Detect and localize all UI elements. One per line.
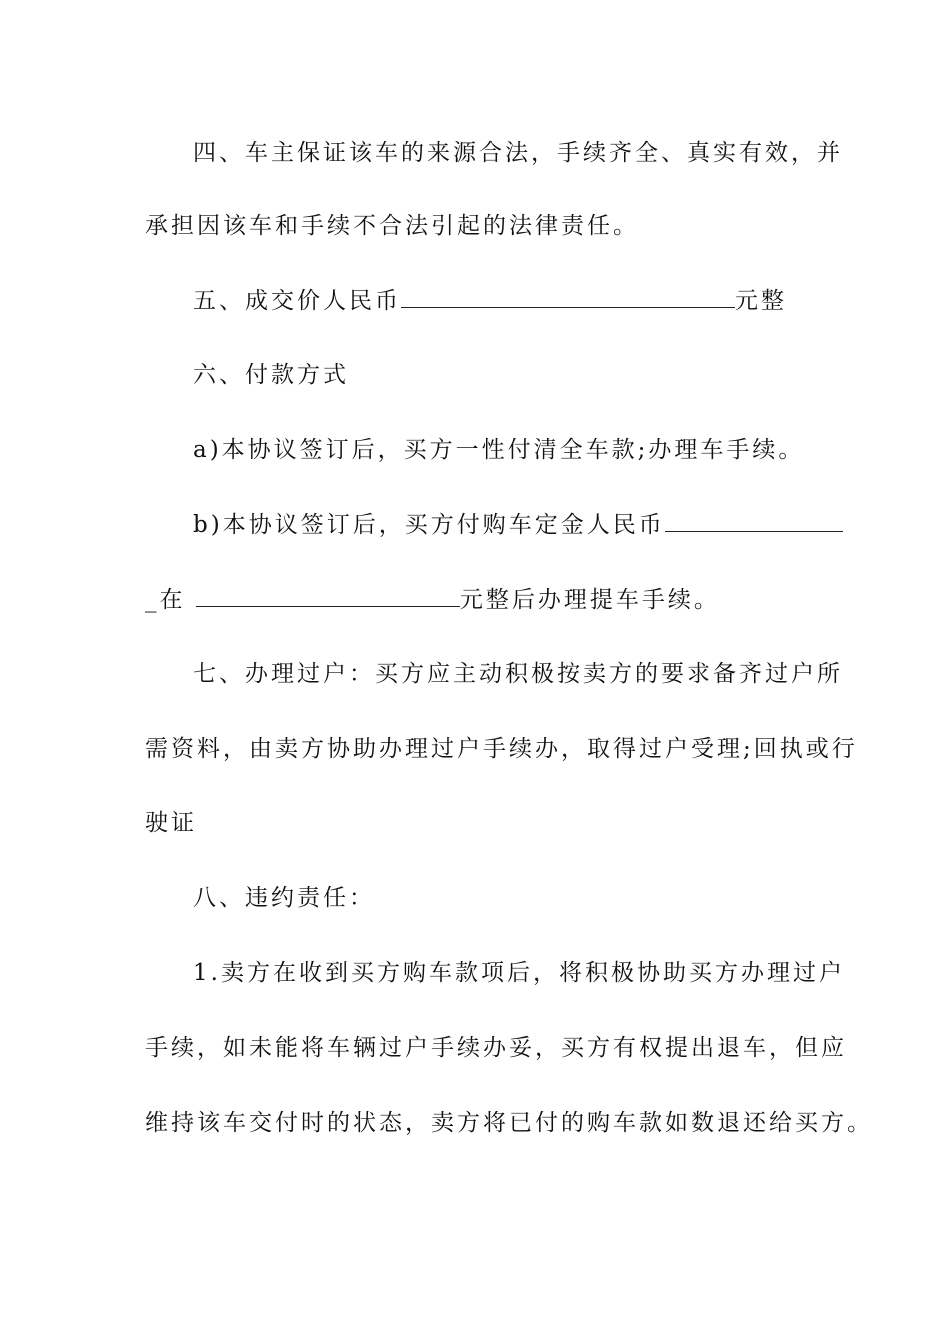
clause-5-suffix: 元整 [735, 288, 787, 314]
payment-option-a: a)本协议签订后，买方一性付清全车款;办理车手续。 [193, 437, 805, 463]
clause-5-label: 五、成交价人民币 [193, 288, 401, 314]
balance-blank [196, 584, 460, 607]
clause-8-item-1-line-2: 手续，如未能将车辆过户手续办妥，买方有权提出退车，但应 [145, 1035, 847, 1061]
option-b-label: b)本协议签订后，买方付购车定金人民币 [193, 512, 665, 538]
deposit-blank [665, 509, 843, 532]
clause-8-heading: 八、违约责任： [193, 885, 375, 911]
price-blank [401, 285, 735, 308]
option-b-suffix: 元整后办理提车手续。 [459, 587, 720, 613]
clause-7-line-3: 驶证 [145, 810, 197, 836]
payment-option-b-line-1 [193, 509, 818, 540]
clause-4-line-1: 四、车主保证该车的来源合法，手续齐全、真实有效，并 [193, 140, 843, 166]
clause-4-line-2: 承担因该车和手续不合法引起的法律责任。 [145, 213, 639, 239]
option-b-at: _在 [145, 587, 196, 613]
payment-option-b-line-2 [145, 584, 815, 615]
clause-7-line-1: 七、办理过户：买方应主动积极按卖方的要求备齐过户所 [193, 661, 843, 687]
clause-8-item-1-line-3: 维持该车交付时的状态，卖方将已付的购车款如数退还给买方。 [145, 1110, 873, 1136]
clause-7-line-2: 需资料，由卖方协助办理过户手续办，取得过户受理;回执或行 [145, 736, 858, 762]
clause-5-price [193, 285, 818, 316]
clause-8-item-1-line-1: 1.卖方在收到买方购车款项后，将积极协助买方办理过户 [193, 960, 845, 986]
clause-6-heading: 六、付款方式 [193, 362, 349, 388]
